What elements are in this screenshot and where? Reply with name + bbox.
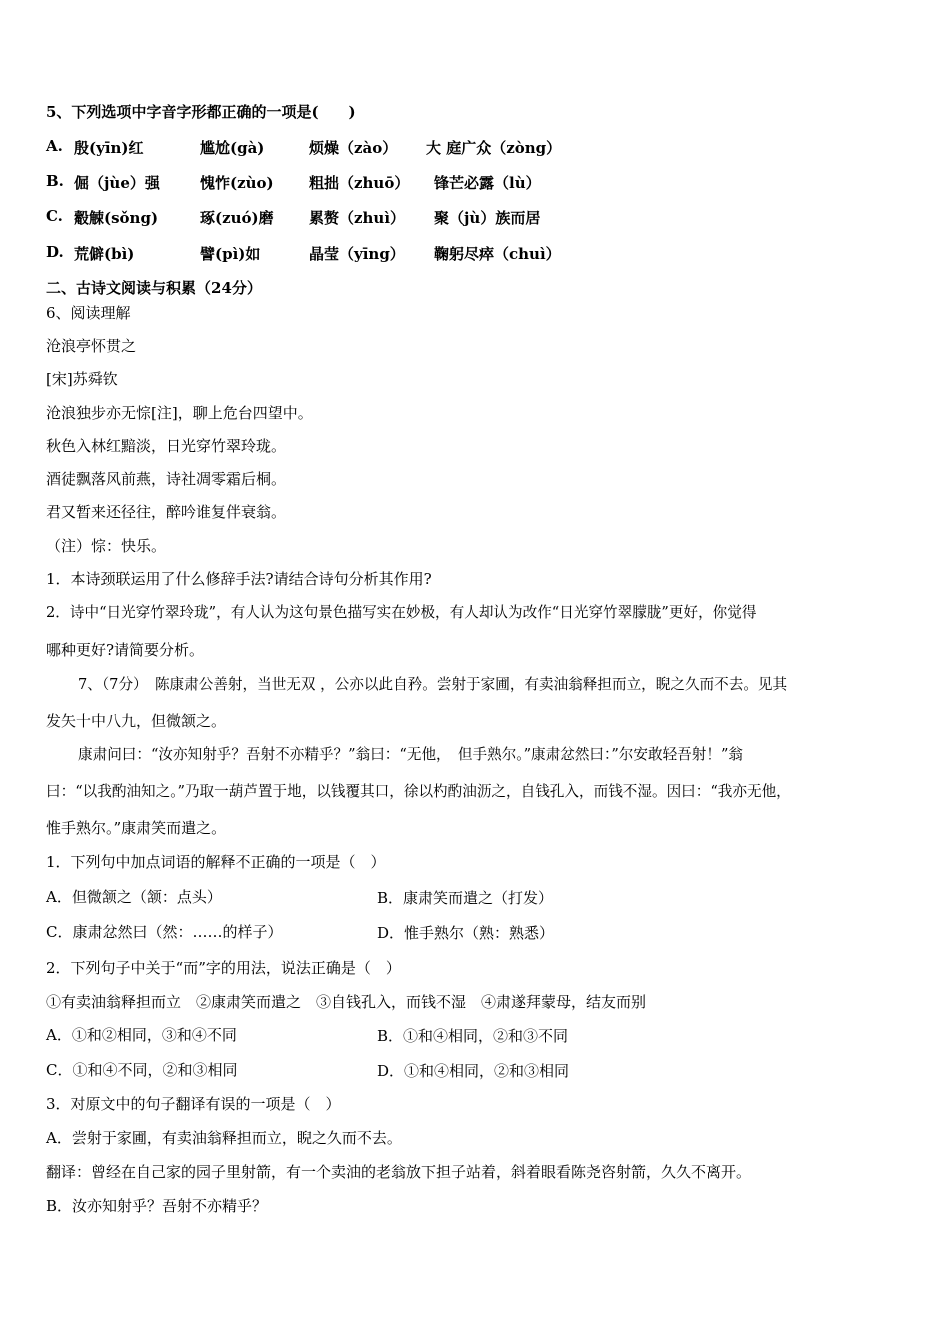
option-item: 粗拙（zhuō） xyxy=(309,174,410,192)
option-item: 琢(zuó)磨 xyxy=(200,209,274,227)
poem-line: 秋色入林红黯淡，日光穿竹翠玲珑。 xyxy=(46,437,287,455)
q7-sub1-option-c: C．康肃忿然曰（然：……的样子） xyxy=(46,923,283,941)
q6-title: 6、阅读理解 xyxy=(46,304,131,322)
q7-sub2-option-d: D．①和④相同，②和③相同 xyxy=(377,1062,570,1080)
q7-sub2-option-b: B．①和④相同，②和③不同 xyxy=(377,1027,569,1045)
poem-line: 酒徒飘落风前燕，诗社凋零霜后桐。 xyxy=(46,470,287,488)
poem-note: （注）悰：快乐。 xyxy=(46,537,167,555)
option-label: A. xyxy=(46,137,63,155)
option-label: D. xyxy=(46,243,64,261)
q7-passage-line: 7、（7分） 陈康肃公善射，当世无双 ，公亦以此自矜。尝射于家圃，有卖油翁释担而立，睨之久而不去。见其 xyxy=(78,676,788,693)
option-item: 累赘（zhuì） xyxy=(309,209,406,227)
q7-passage-line: 发矢十中八九，但微颔之。 xyxy=(46,712,227,730)
option-item: 晶莹（yīng） xyxy=(309,245,405,263)
q7-sub3-stem: 3．对原文中的句子翻译有误的一项是（ ） xyxy=(46,1095,341,1113)
option-item: 愧怍(zùo) xyxy=(200,174,274,192)
option-item: 殷(yīn)红 xyxy=(74,139,144,157)
q7-sub1-option-a: A．但微颔之（颔：点头） xyxy=(46,888,222,906)
q7-sub2-stem: 2．下列句子中关于“而”字的用法，说法正确是（ ） xyxy=(46,959,401,977)
q7-sub1-option-d: D．惟手熟尔（熟：熟悉） xyxy=(377,924,555,942)
section-title: 二、古诗文阅读与积累（24分） xyxy=(46,279,262,297)
q7-passage-line: 康肃问曰：“汝亦知射乎？吾射不亦精乎？”翁曰：“无他， 但手熟尔。”康肃忿然曰：”尔安敢轻吾射！”翁 xyxy=(78,746,743,763)
option-item: 大 庭广众（zòng） xyxy=(426,139,562,157)
q7-passage-line: 曰：“以我酌油知之。”乃取一葫芦置于地，以钱覆其口，徐以杓酌油沥之，自钱孔入，而钱不湿。因曰：“我亦无他， xyxy=(46,783,791,800)
option-item: 烦燥（zào） xyxy=(309,139,398,157)
option-item: 锋芒必露（lù） xyxy=(434,174,541,192)
q7-sub2-examples: ①有卖油翁释担而立 ②康肃笑而遣之 ③自钱孔入，而钱不湿 ④肃遂拜蒙母，结友而别 xyxy=(46,993,647,1011)
q7-sub3-translation: 翻译：曾经在自己家的园子里射箭，有一个卖油的老翁放下担子站着，斜着眼看陈尧咨射箭，久久不离开。 xyxy=(46,1163,752,1181)
q5-stem: 5、下列选项中字音字形都正确的一项是( ) xyxy=(46,103,356,121)
option-label: C. xyxy=(46,207,63,225)
option-label: B. xyxy=(46,172,64,190)
q7-sub2-option-a: A．①和②相同，③和④不同 xyxy=(46,1026,237,1044)
q7-sub1-stem: 1．下列句中加点词语的解释不正确的一项是（ ） xyxy=(46,853,386,871)
poem-title: 沧浪亭怀贯之 xyxy=(46,337,137,355)
poem-line: 君又暂来还径往，醉吟谁复伴衰翁。 xyxy=(46,503,287,521)
option-item: 鞠躬尽瘁（chuì） xyxy=(434,245,561,263)
option-item: 尴尬(gà) xyxy=(200,139,265,157)
poem-line: 沧浪独步亦无悰[注]，聊上危台四望中。 xyxy=(46,404,313,422)
q6-question-1: 1．本诗颈联运用了什么修辞手法?请结合诗句分析其作用? xyxy=(46,570,432,588)
option-item: 觳觫(sǒng) xyxy=(74,209,159,227)
q6-question-2: 2．诗中“日光穿竹翠玲珑”，有人认为这句景色描写实在妙极，有人却认为改作“日光穿竹翠朦胧”更好，你觉得 xyxy=(46,604,757,621)
q7-sub3-option-b: B．汝亦知射乎？吾射不亦精乎？ xyxy=(46,1197,268,1215)
option-item: 倔（jùe）强 xyxy=(74,174,160,192)
option-item: 譬(pì)如 xyxy=(200,245,261,263)
option-item: 聚（jù）族而居 xyxy=(434,209,541,227)
q7-passage-line: 惟手熟尔。”康肃笑而遣之。 xyxy=(46,819,227,837)
q7-sub2-option-c: C．①和④不同，②和③相同 xyxy=(46,1061,238,1079)
q7-sub3-option-a: A．尝射于家圃，有卖油翁释担而立，睨之久而不去。 xyxy=(46,1129,402,1147)
option-item: 荒僻(bì) xyxy=(74,245,135,263)
q7-sub1-option-b: B．康肃笑而遣之（打发） xyxy=(377,889,554,907)
q6-question-2-cont: 哪种更好?请简要分析。 xyxy=(46,641,205,659)
poem-author: [宋]苏舜钦 xyxy=(46,370,118,388)
